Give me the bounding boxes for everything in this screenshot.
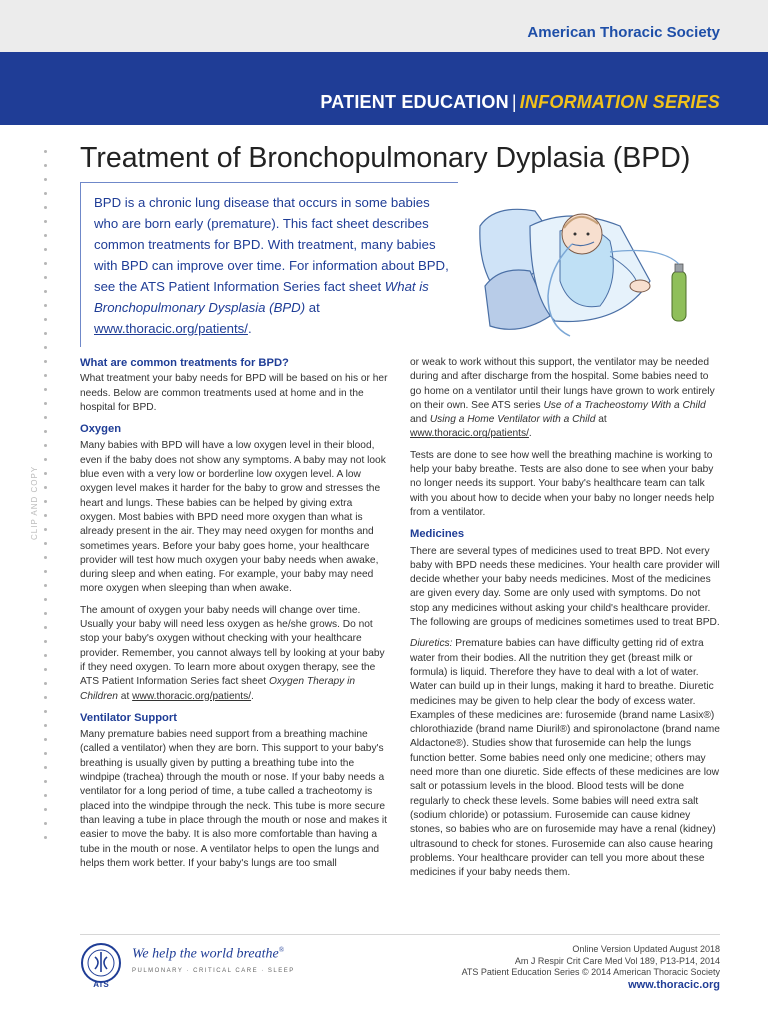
paragraph-tests: Tests are done to see how well the breathing machine is working to help your baby breathe. Tests are also done to see when your baby no longer needs its support. Your baby's healthcare team can talk with you about how to decide when your baby no longer needs help from a ventilator. — [410, 449, 715, 518]
paragraph-oxygen-2: The amount of oxygen your baby needs will change over time. Usually your baby will need less oxygen as he/she grows. Do not stop your baby's oxygen without checking with your healthcare provider. Remember, you cannot always tell by looking at your baby if they need oxygen. To learn more about oxygen therapy, see the ATS Patient Information Series fact sheet Oxygen Therapy in Children at www.thoracic.org/patients/. — [80, 604, 385, 702]
heading-medicines: Medicines — [410, 528, 465, 541]
ventilator-patients-link[interactable]: www.thoracic.org/patients/ — [410, 428, 529, 440]
footer-meta — [462, 944, 720, 991]
home-ventilator-title: Using a Home Ventilator with a Child — [429, 414, 596, 426]
page-title: Treatment of Bronchopulmonary Dyplasia (BPD) — [80, 142, 691, 174]
copyright-line: ATS Patient Education Series © 2014 American Thoracic Society — [461, 967, 720, 977]
citation-line: Am J Respir Crit Care Med Vol 189, P13-P14, 2014 — [514, 955, 720, 966]
oxygen-therapy-title: Oxygen Therapy in Children — [80, 676, 356, 702]
series-banner — [0, 52, 768, 125]
intro-text: BPD is a chronic lung disease that occurs in some babies who are born early (premature). This fact sheet describes common treatments for BPD. With treatment, many babies with BPD can improve over time. For information about BPD, see the ATS Patient Information Series fact sheet What is Bronchopulmonary Dysplasia (BPD) at www.thoracic.org/patients/. — [94, 195, 449, 336]
right-column — [410, 356, 720, 887]
heading-ventilator-support: Ventilator Support — [80, 711, 177, 724]
footer-subtagline: PULMONARY · CRITICAL CARE · SLEEP — [132, 968, 295, 974]
paragraph-common-treatments: What treatment your baby needs for BPD will be based on his or her needs. Below are common treatments used at home and in the hospital for BPD. — [80, 373, 388, 413]
oxygen-patients-link[interactable]: www.thoracic.org/patients/ — [132, 690, 252, 702]
baby-with-oxygen-illustration — [460, 186, 700, 346]
svg-text:ATS: ATS — [93, 980, 109, 988]
left-column — [80, 356, 390, 878]
intro-fact-sheet-title: What is Bronchopulmonary Dysplasia (BPD) — [94, 279, 429, 315]
heading-oxygen: Oxygen — [80, 423, 122, 436]
paragraph-ventilator: Many premature babies need support from a breathing machine (called a ventilator) when they are born. This support to your baby's breathing is usually given by putting a breathing tube into the windpipe (trachea) through the mouth or nose. If your baby needs a ventilator for a long period of time, a tube called a tracheotomy is placed into the windpipe through the neck. This tube is more secure than leaving a tube in place through the mouth or nose and makes it easier to move the baby. It is also more comfortable than having a tube in the mouth or nose. A ventilator helps to open the lungs and helps them work better. If your baby's lungs are too small — [80, 729, 387, 869]
clip-and-copy-label: CLIP AND COPY — [30, 465, 39, 540]
series-heading — [320, 92, 720, 113]
heading-common-treatments: What are common treatments for BPD? — [80, 357, 289, 369]
tracheostomy-title: Use of a Tracheostomy With a Child — [543, 399, 706, 411]
series-sub: INFORMATION SERIES — [519, 92, 720, 112]
updated-line: Online Version Updated August 2018 — [572, 944, 720, 954]
intro-patients-link[interactable]: www.thoracic.org/patients/ — [94, 321, 248, 336]
website-link[interactable]: www.thoracic.org — [628, 978, 720, 991]
series-main: PATIENT EDUCATION — [320, 92, 509, 112]
footer-tagline: We help the world breathe® — [132, 946, 285, 962]
diuretics-label: Diuretics: — [410, 638, 453, 650]
paragraph-medicines: There are several types of medicines used to treat BPD. Not every baby with BPD needs these medicines. Your health care provider will decide whether your baby needs medicines. Most of the medicines are given every day. Some are only used with symptoms. Do not stop any medicines without asking your child's healthcare provider. The following are groups of medicines sometimes used to treat BPD. — [410, 545, 720, 629]
footer-divider — [80, 934, 720, 935]
top-bar — [0, 0, 768, 52]
society-name: American Thoracic Society — [527, 24, 720, 41]
paragraph-oxygen-1: Many babies with BPD will have a low oxygen level in their blood, even if the baby does not show any symptoms. A baby may not look blue even with a very low or borderline low oxygen level. A low oxygen level makes it harder for the baby to grow and stresses the heart and lungs. These babies can be helped by giving extra oxygen. Most babies with BPD need more oxygen than what is already present in the air. They may need oxygen for months and sometimes years. Before your baby goes home, your healthcare provider will test how much oxygen your baby needs when awake, during sleep and when eating. For example, your baby may need more oxygen when sleeping than when awake. — [80, 440, 386, 595]
clip-dotted-guide — [44, 150, 50, 850]
paragraph-ventilator-continued: or weak to work without this support, the ventilator may be needed during and after discharge from the hospital. Some babies need to go home on a ventilator until their lungs have grown to work entirely on their own. See ATS series Use of a Tracheostomy With a Child and Using a Home Ventilator with a Child at www.thoracic.org/patients/. — [410, 357, 715, 440]
ats-seal-logo — [78, 942, 124, 988]
paragraph-diuretics: Diuretics: Premature babies can have difficulty getting rid of extra water from their bodies. All the nutrition they get (breast milk or formula) is liquid. Therefore they have to deal with a lot of water. Water can build up in their lungs, making it hard to breathe. Diuretic medicines may be given to help clear the body of excess water. Examples of these medicines are: furosemide (brand name Lasix®) chlorothiazide (brand name Diuril®) and spironolactone (brand name Aldactone®). Studies show that furosemide can help the lungs function better. Some babies need only one medicine; others may need more than one diuretic. Side effects of these medicines are low salt or potassium levels in the blood. Blood tests will be done regularly to check these levels. Some babies will need extra salt (sodium chloride) or potassium. Furosemide can cause kidney stones, so babies who are on furosemide may have a renal (kidney) ultrasound to check for stones. Furosemide can also cause hearing problems. Your healthcare provider can tell you more about these medicines if your baby needs them. — [410, 638, 720, 879]
series-separator: | — [511, 92, 517, 112]
